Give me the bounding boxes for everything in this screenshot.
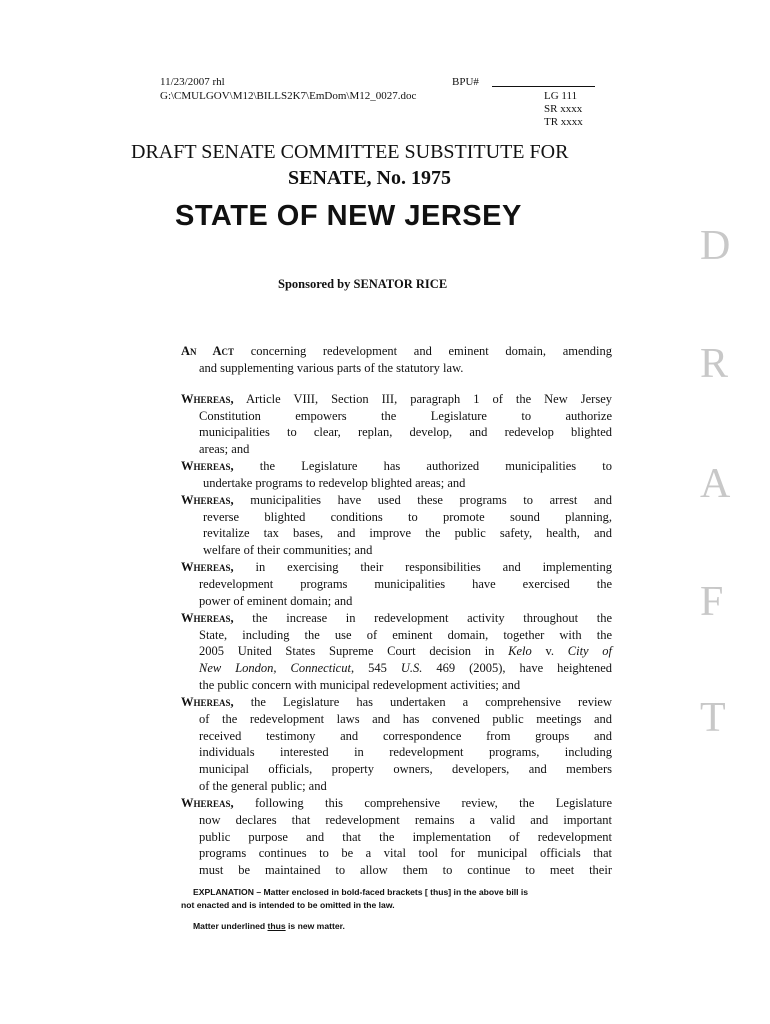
whereas-text: must be maintained to allow them to continue to meet their bbox=[199, 863, 612, 878]
explanation-text: is new matter. bbox=[285, 921, 345, 931]
whereas-text: the Legislature has authorized municipalities to bbox=[259, 459, 612, 474]
whereas-label: Whereas, bbox=[181, 795, 234, 810]
explanation-line-1: EXPLANATION – Matter enclosed in bold-faced brackets [ thus] in the above bill is bbox=[193, 887, 529, 897]
header-bpu bbox=[452, 75, 595, 89]
underlined-thus: thus bbox=[267, 921, 286, 931]
watermark-letter-f: F bbox=[700, 579, 724, 625]
whereas-text: the increase in redevelopment activity throughout the bbox=[252, 610, 613, 625]
whereas-clause-7 bbox=[181, 795, 612, 879]
watermark-letter-t: T bbox=[700, 695, 726, 741]
whereas-text: reverse blighted conditions to promote sound planning, bbox=[203, 509, 612, 524]
act-lead: An Act bbox=[181, 344, 235, 358]
whereas-clause-3 bbox=[181, 492, 612, 559]
whereas-text: welfare of their communities; and bbox=[203, 543, 373, 558]
whereas-text: individuals interested in redevelopment programs, including bbox=[199, 745, 612, 760]
header-lg: LG 111 bbox=[544, 90, 578, 102]
whereas-text: received testimony and correspondence from groups and bbox=[199, 728, 612, 743]
whereas-text: Article VIII, Section III, paragraph 1 of the New Jersey bbox=[245, 391, 613, 406]
whereas-text: power of eminent domain; and bbox=[199, 593, 353, 608]
case-name-kelo: Kelo bbox=[508, 644, 532, 659]
whereas-text: the Legislature has undertaken a comprehensive review bbox=[250, 694, 612, 709]
whereas-text: public purpose and that the implementation of redevelopment bbox=[199, 829, 612, 844]
explanation-note bbox=[181, 886, 528, 933]
whereas-label: Whereas, bbox=[181, 492, 234, 507]
whereas-text: New London, Connecticut, 545 U.S. 469 (2005), have heightened bbox=[199, 661, 612, 676]
whereas-text: in exercising their responsibilities and implementing bbox=[255, 560, 613, 575]
state-title: STATE OF NEW JERSEY bbox=[175, 200, 522, 232]
case-v: v. bbox=[545, 644, 555, 659]
act-clause bbox=[181, 343, 612, 377]
whereas-clause-4 bbox=[181, 559, 612, 610]
watermark-letter-r: R bbox=[700, 341, 729, 387]
header-file-path: G:\CMULGOV\M12\BILLS2K7\EmDom\M12_0027.doc bbox=[160, 90, 417, 102]
whereas-clause-1 bbox=[181, 391, 612, 458]
whereas-text: undertake programs to redevelop blighted areas; and bbox=[203, 475, 466, 490]
whereas-text: the public concern with municipal redevelopment activities; and bbox=[199, 678, 521, 693]
whereas-text: revitalize tax bases, and improve the public safety, health, and bbox=[203, 526, 612, 541]
whereas-clause-5 bbox=[181, 610, 612, 694]
explanation-line-2: not enacted and is intended to be omitted in the law. bbox=[181, 900, 395, 910]
header-tr: TR xxxx bbox=[544, 116, 583, 128]
case-city-of: City of bbox=[567, 644, 613, 659]
bill-body bbox=[181, 343, 612, 879]
whereas-text: Constitution empowers the Legislature to authorize bbox=[199, 408, 612, 423]
bpu-blank-line bbox=[492, 86, 595, 87]
whereas-text: of the redevelopment laws and has convened public meetings and bbox=[199, 711, 612, 726]
act-line-2: and supplementing various parts of the statutory law. bbox=[199, 360, 464, 375]
whereas-text: municipalities to clear, replan, develop, and redevelop blighted bbox=[199, 425, 612, 440]
whereas-text: redevelopment programs municipalities have exercised the bbox=[199, 576, 612, 591]
watermark-letter-a: A bbox=[700, 461, 731, 507]
explanation-text: Matter underlined bbox=[193, 921, 268, 931]
whereas-text: municipalities have used these programs to arrest and bbox=[250, 492, 612, 507]
whereas-text: State, including the use of eminent domain, together with the bbox=[199, 627, 612, 642]
whereas-text: 2005 United States Supreme Court decision in bbox=[199, 644, 495, 659]
whereas-text: areas; and bbox=[199, 442, 250, 457]
whereas-text: following this comprehensive review, the Legislature bbox=[255, 795, 613, 810]
title-line1: DRAFT SENATE COMMITTEE SUBSTITUTE FOR bbox=[131, 141, 569, 163]
header-sr: SR xxxx bbox=[544, 103, 583, 115]
whereas-text: programs continues to be a vital tool for municipal officials that bbox=[199, 846, 612, 861]
whereas-label: Whereas, bbox=[181, 610, 234, 625]
whereas-text: now declares that redevelopment remains a valid and important bbox=[199, 812, 612, 827]
explanation-line-3 bbox=[181, 920, 528, 933]
whereas-label: Whereas, bbox=[181, 694, 234, 709]
sponsor-line: Sponsored by SENATOR RICE bbox=[278, 277, 448, 291]
header-date-initials: 11/23/2007 rhl bbox=[160, 76, 225, 88]
whereas-clause-2 bbox=[181, 458, 612, 492]
whereas-label: Whereas, bbox=[181, 391, 234, 406]
title-line2: SENATE, No. 1975 bbox=[288, 167, 451, 189]
whereas-text: municipal officials, property owners, developers, and members bbox=[199, 762, 612, 777]
bpu-label: BPU# bbox=[452, 76, 479, 88]
whereas-text: of the general public; and bbox=[199, 779, 327, 794]
whereas-label: Whereas, bbox=[181, 459, 234, 474]
watermark-letter-d: D bbox=[700, 223, 731, 269]
whereas-label: Whereas, bbox=[181, 560, 234, 575]
act-line-1: concerning redevelopment and eminent domain, amending bbox=[250, 344, 612, 358]
whereas-clause-6 bbox=[181, 694, 612, 795]
